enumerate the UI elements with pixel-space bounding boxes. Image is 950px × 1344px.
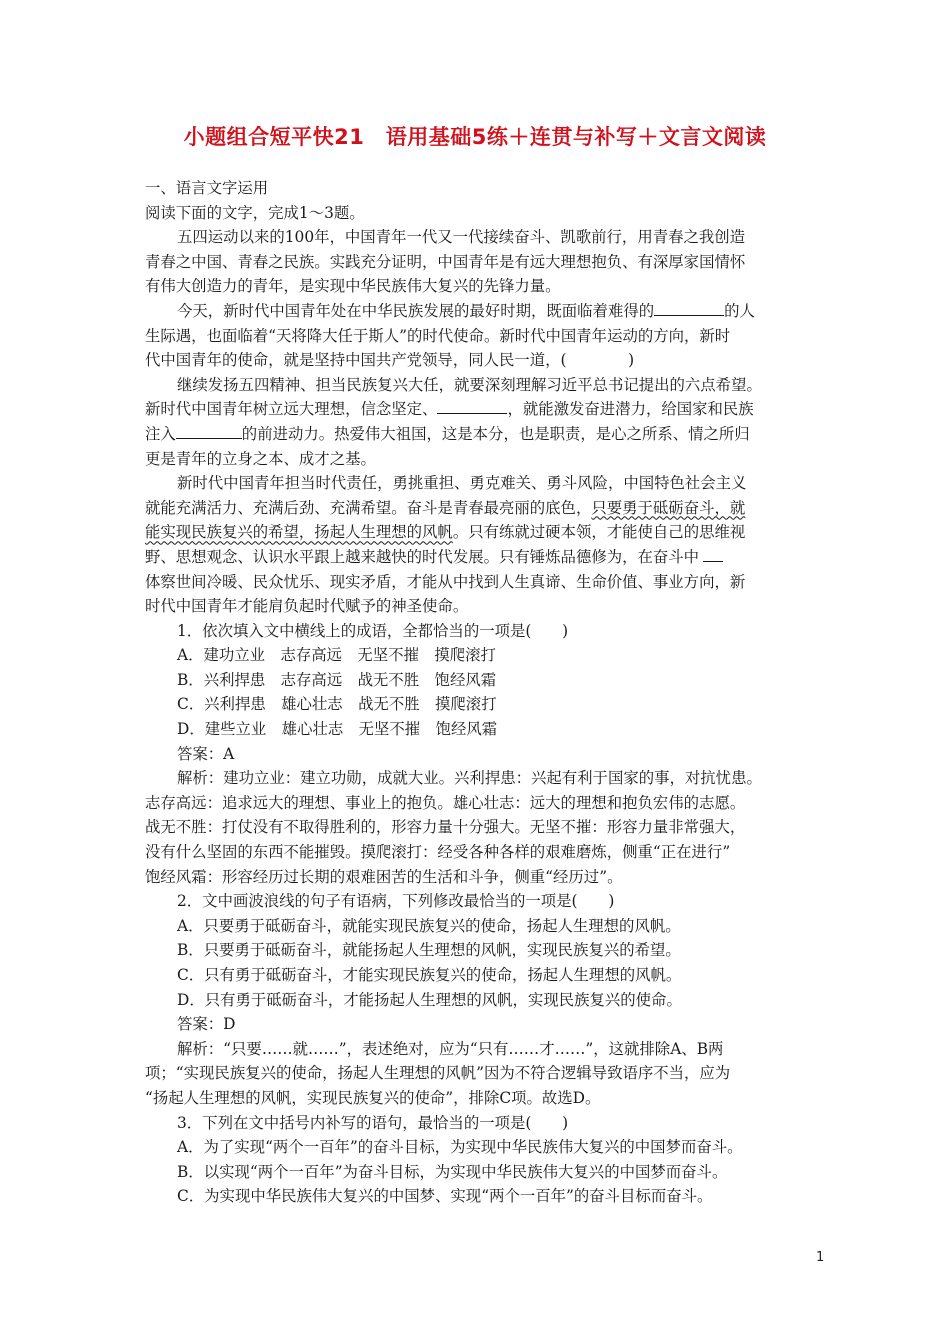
passage-text: 的人: [724, 301, 755, 320]
passage-line: [145, 397, 807, 422]
passage-line: 体察世间冷暖、民众忧乐、现实矛盾，才能从中找到人生真谛、生命价值、事业方向，新: [145, 572, 746, 591]
analysis-line: 志存高远：追求远大的理想、事业上的抱负。雄心壮志：远大的理想和抱负宏伟的志愿。: [145, 793, 746, 812]
fill-blank-1: [654, 300, 724, 316]
analysis-line: 没有什么坚固的东西不能摧毁。摸爬滚打：经受各种各样的艰难磨炼，侧重“正在进行”: [145, 843, 731, 862]
question-1-option-c: C．兴利捍患 雄心壮志 战无不胜 摸爬滚打: [177, 695, 497, 714]
analysis-line: “扬起人生理想的风帆，实现民族复兴的使命”，排除C项。故选D。: [145, 1088, 601, 1107]
question-3-option-a: A．为了实现“两个一百年”的奋斗目标，为实现中华民族伟大复兴的中国梦而奋斗。: [177, 1138, 743, 1157]
question-1-option-b: B．兴利捍患 志存高远 战无不胜 饱经风霜: [177, 670, 497, 689]
passage-line: [145, 520, 807, 545]
passage-text: 野、思想观念、认识水平跟上越来越快的时代发展。只有锤炼品德修为，在奋斗中: [145, 547, 700, 566]
question-1-option-a: A．建功立业 志存高远 无坚不摧 摸爬滚打: [177, 646, 496, 665]
passage-line: [145, 496, 807, 521]
passage-line: 青春之中国、青春之民族。实践充分证明，中国青年是有远大理想抱负、有深厚家国情怀: [145, 252, 746, 271]
passage-line: 时代中国青年才能肩负起时代赋予的神圣使命。: [145, 597, 469, 616]
question-1-stem: 1．依次填入文中横线上的成语，全都恰当的一项是( ): [177, 621, 569, 640]
question-1-answer: 答案：A: [177, 744, 235, 763]
analysis-line: 项；“实现民族复兴的使命，扬起人生理想的风帆”因为不符合逻辑导致语序不当，应为: [145, 1064, 731, 1083]
passage-line: [145, 422, 807, 447]
fill-blank-2: [437, 398, 507, 414]
passage-line: 新时代中国青年担当时代责任，勇挑重担、勇克难关、勇斗风险，中国特色社会主义: [177, 474, 747, 493]
passage-text: 注入: [145, 424, 176, 443]
passage-line: 更是青年的立身之本、成才之基。: [145, 449, 376, 468]
fill-blank-4: [703, 546, 723, 562]
question-2-option-b: B．只要勇于砥砺奋斗，就能扬起人生理想的风帆，实现民族复兴的希望。: [177, 941, 681, 960]
question-1-option-d: D．建些立业 雄心壮志 无坚不摧 饱经风霜: [177, 720, 498, 739]
question-2-option-a: A．只要勇于砥砺奋斗，就能实现民族复兴的使命，扬起人生理想的风帆。: [177, 916, 681, 935]
analysis-line: 解析：“只要……就……”，表述绝对，应为“只有……才……”，这就排除A、B两: [177, 1039, 724, 1058]
passage-text: 的前进动力。热爱伟大祖国，这是本分，也是职责，是心之所系、情之所归: [241, 424, 750, 443]
document-body: [145, 176, 807, 1209]
page-title: 小题组合短平快21 语用基础5练＋连贯与补写＋文言文阅读: [183, 125, 767, 149]
passage-line: 生际遇，也面临着“天将降大任于斯人”的时代使命。新时代中国青年运动的方向，新时: [145, 326, 731, 345]
question-2-option-c: C．只有勇于砥砺奋斗，才能实现民族复兴的使命，扬起人生理想的风帆。: [177, 966, 682, 984]
question-2-answer: 答案：D: [177, 1015, 236, 1034]
analysis-line: 战无不胜：打仗没有不取得胜利的，形容力量十分强大。无坚不摧：形容力量非常强大，: [145, 818, 746, 837]
passage-text: ，就能激发奋进潜力，给国家和民族: [507, 400, 754, 419]
passage-line: 代中国青年的使命，就是坚持中国共产党领导，同人民一道，( ): [145, 351, 635, 370]
passage-line: 有伟大创造力的青年，是实现中华民族伟大复兴的先锋力量。: [145, 277, 561, 296]
fill-blank-3: [176, 423, 242, 439]
passage-line: 五四运动以来的100年，中国青年一代又一代接续奋斗、凯歌前行，用青春之我创造: [177, 228, 746, 247]
passage-text: 就能充满活力、充满后劲、充满希望。奋斗是青春最亮丽的底色，: [145, 498, 592, 517]
passage-text: 。只有练就过硬本领，才能使自己的思维视: [452, 523, 746, 542]
passage-line: [145, 299, 807, 324]
reading-instruction: 阅读下面的文字，完成1～3题。: [145, 203, 365, 222]
wavy-underlined-sentence: 只要勇于砥砺奋斗，就: [591, 498, 746, 517]
passage-line: 继续发扬五四精神、担当民族复兴大任，就要深刻理解习近平总书记提出的六点希望。: [177, 375, 762, 394]
analysis-line: 解析：建功立业：建立功勋，成就大业。兴利捍患：兴起有利于国家的事，对抗忧患。: [177, 769, 762, 788]
wavy-underlined-sentence: 能实现民族复兴的希望，扬起人生理想的风帆: [145, 523, 453, 542]
page-number: 1: [816, 1250, 825, 1265]
question-3-option-c: C．为实现中华民族伟大复兴的中国梦、实现“两个一百年”的奋斗目标而奋斗。: [177, 1187, 713, 1206]
question-3-stem: 3．下列在文中括号内补写的语句，最恰当的一项是( ): [177, 1113, 569, 1132]
question-2-stem: 2．文中画波浪线的句子有语病，下列修改最恰当的一项是( ): [177, 892, 615, 911]
analysis-line: 饱经风霜：形容经历过长期的艰难困苦的生活和斗争，侧重“经历过”。: [145, 867, 623, 886]
section-heading: 一、语言文字运用: [145, 179, 269, 197]
passage-text: 新时代中国青年树立远大理想，信念坚定、: [145, 400, 438, 419]
question-2-option-d: D．只有勇于砥砺奋斗，才能扬起人生理想的风帆，实现民族复兴的使命。: [177, 990, 682, 1009]
passage-text: 今天，新时代中国青年处在中华民族发展的最好时期，既面临着难得的: [177, 301, 655, 320]
question-3-option-b: B．以实现“两个一百年”为奋斗目标，为实现中华民族伟大复兴的中国梦而奋斗。: [177, 1162, 728, 1181]
passage-line: [145, 545, 807, 570]
